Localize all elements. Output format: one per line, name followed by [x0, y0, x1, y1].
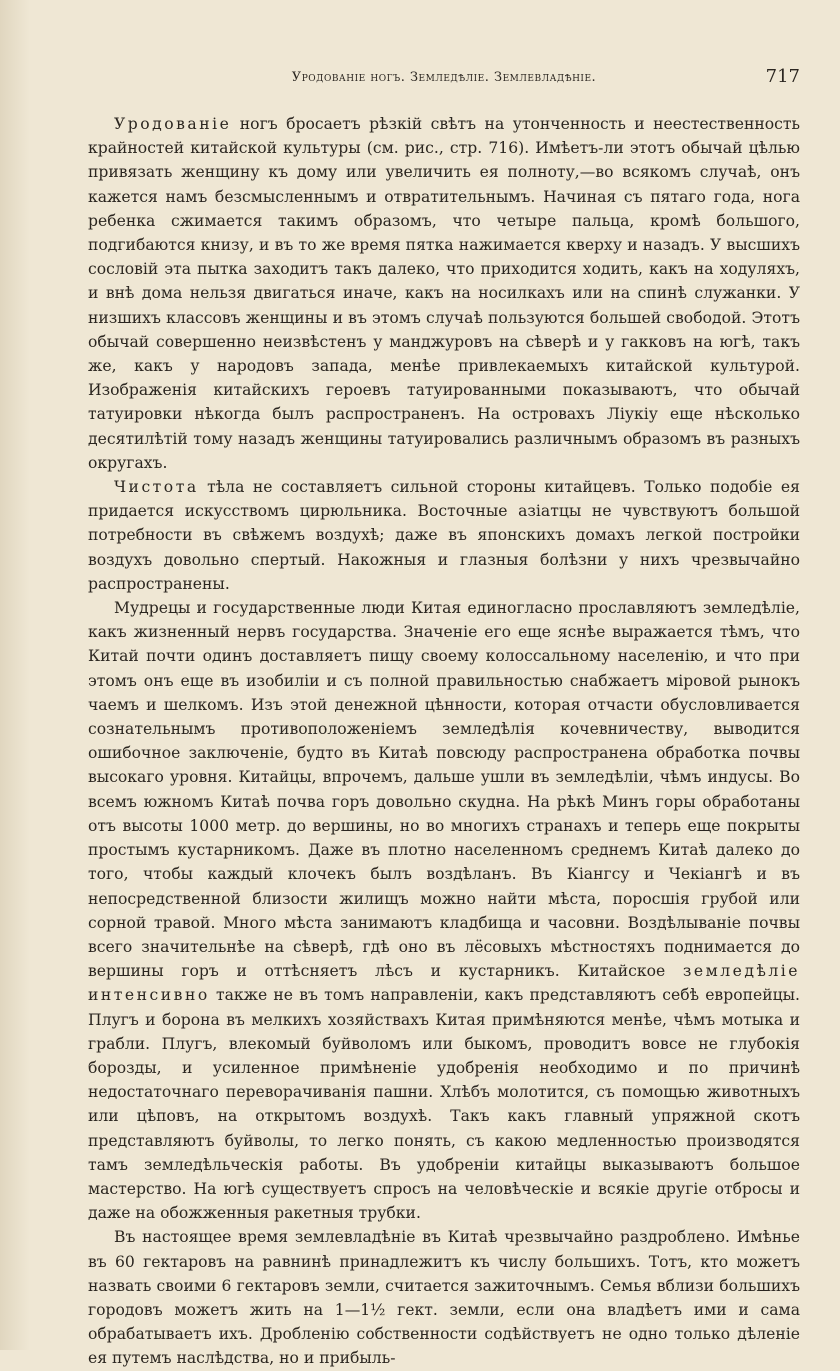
- paragraph-foot-binding: [88, 112, 800, 475]
- book-page: [88, 66, 800, 1371]
- paragraph-land-ownership: [88, 1225, 800, 1370]
- paragraph-text: тѣла не составляетъ сильной стороны китайцевъ. Только подобіе ея придается искусствомъ цирюльника. Восточные азіатцы не чувствуютъ большой потребности въ свѣжемъ воздухѣ; даже въ японскихъ домахъ легкой постройки воздухъ довольно спертый. Накожныя и глазныя болѣзни у нихъ чрезвычайно распространены.: [88, 478, 800, 593]
- lead-word: Чистота: [114, 478, 199, 497]
- page-edge-shadow: [0, 0, 30, 1350]
- lead-word: Уродованіе: [114, 115, 232, 133]
- paragraph-text: также не въ томъ направленіи, какъ представляютъ себѣ европейцы. Плугъ и борона въ мелкихъ хозяйствахъ Китая примѣняются менѣе, чѣмъ мотыка и грабли. Плугъ, влекомый буйволомъ или быкомъ, проводитъ вовсе не глубокія борозды, и усиленное примѣненіе удобренія необходимо и по причинѣ недостаточнаго переворачиванія пашни. Хлѣбъ молотится, съ помощью животныхъ или цѣповъ, на открытомъ воздухѣ. Такъ какъ главный упряжной скотъ представляютъ буйволы, то легко понять, съ какою медленностью производятся тамъ земледѣльческія работы. Въ удобреніи китайцы выказываютъ большое мастерство. На югѣ существуетъ спросъ на человѣческіе и всякіе другіе отбросы и даже на обожженныя ракетныя трубки.: [88, 986, 800, 1223]
- page-number: 717: [765, 66, 800, 87]
- body-text: [88, 112, 800, 1371]
- paragraph-agriculture: [88, 596, 800, 1225]
- paragraph-cleanliness: [88, 475, 800, 596]
- running-header: [88, 66, 800, 100]
- paragraph-text: Въ настоящее время землевладѣніе въ Китаѣ чрезвычайно раздроблено. Имѣнье въ 60 гектаровъ на равнинѣ принадлежитъ къ числу большихъ. Тотъ, кто можетъ назвать своими 6 гектаровъ земли, считается зажиточнымъ. Семья вблизи большихъ городовъ можетъ жить на 1—1½ гект. земли, если она владѣетъ ими и сама обрабатываетъ ихъ. Дробленію собственности содѣйствуетъ не одно только дѣленіе ея путемъ наслѣдства, но и прибыль-: [88, 1228, 800, 1368]
- running-title: Уродованіе ногъ. Земледѣліе. Землевладѣніе.: [291, 70, 597, 85]
- emphasized-phrase: земледѣліе интенсивно: [88, 962, 800, 1005]
- paragraph-text: Мудрецы и государственные люди Китая единогласно прославляютъ земледѣліе, какъ жизненный нервъ государства. Значеніе его еще яснѣе выражается тѣмъ, что Китай почти одинъ доставляетъ пищу своему колоссальному населенію, и что при этомъ онъ еще въ изобиліи и съ полной правильностью снабжаетъ міровой рынокъ чаемъ и шелкомъ. Изъ этой денежной цѣнности, которая отчасти обусловливается сознательнымъ противоположеніемъ земледѣлія кочевничеству, выводится ошибочное заключеніе, будто въ Китаѣ повсюду распространена обработка почвы высокаго уровня. Китайцы, впрочемъ, дальше ушли въ земледѣліи, чѣмъ индусы. Во всемъ южномъ Китаѣ почва горъ довольно скудна. На рѣкѣ Минъ горы обработаны отъ высоты 1000 метр. до вершины, но во многихъ странахъ и теперь еще покрыты простымъ кустарникомъ. Даже въ плотно населенномъ среднемъ Китаѣ далеко до того, чтобы каждый клочекъ былъ воздѣланъ. Въ Кіангсу и Чекіангѣ и въ непосредственной близости жилищъ можно найти мѣста, поросшія грубой или сорной травой. Много мѣста занимаютъ кладбища и часовни. Воздѣлываніе почвы всего значительнѣе на сѣверѣ, гдѣ оно въ лёсовыхъ мѣстностяхъ поднимается до вершины горъ и оттѣсняетъ лѣсъ и кустарникъ. Китайское: [88, 599, 800, 981]
- paragraph-text: ногъ бросаетъ рѣзкій свѣтъ на утонченность и неестественность крайностей китайской культуры (см. рис., стр. 716). Имѣетъ-ли этотъ обычай цѣлью привязать женщину къ дому или увеличить ея полноту,—во всякомъ случаѣ, онъ кажется намъ безсмысленнымъ и отвратительнымъ. Начиная съ пятаго года, нога ребенка сжимается такимъ образомъ, что четыре пальца, кромѣ большого, подгибаются книзу, и въ то же время пятка нажимается кверху и назадъ. У высшихъ сословій эта пытка заходитъ такъ далеко, что приходится ходить, какъ на ходуляхъ, и внѣ дома нельзя двигаться иначе, какъ на носилкахъ или на спинѣ служанки. У низшихъ классовъ женщины и въ этомъ случаѣ пользуются большей свободой. Этотъ обычай совершенно неизвѣстенъ у манджуровъ на сѣверѣ и у гакковъ на югѣ, такъ же, какъ у народовъ запада, менѣе привлекаемыхъ китайской культурой. Изображенія китайскихъ героевъ татуированными показываютъ, что обычай татуировки нѣкогда былъ распространенъ. На островахъ Ліукіу еще нѣсколько десятилѣтій тому назадъ женщины татуировались различнымъ образомъ въ разныхъ округахъ.: [88, 115, 800, 472]
